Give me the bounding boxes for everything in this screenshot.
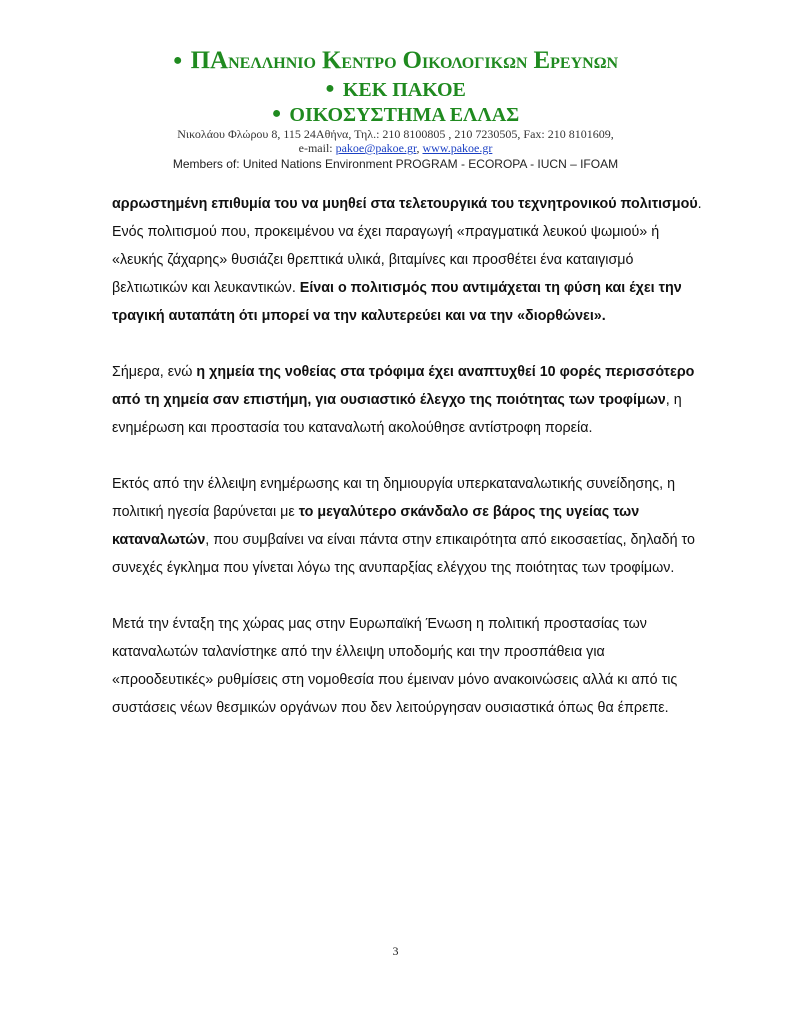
website-link[interactable]: www.pakoe.gr xyxy=(422,141,493,155)
paragraph-4: Μετά την ένταξη της χώρας μας στην Ευρωπαϊκή Ένωση η πολιτική προστασίας των καταναλωτών ταλανίστηκε από την έλλειψη υποδομής και την προσπάθεια για «προοδευτικές» ρυθμίσεις στη νομοθεσία που έμειναν μόνο ανακοινώσεις αλλά κι από τις συστάσεις νέων θεσμικών οργάνων που δεν λειτούργησαν ουσιαστικά όπως θα έπρεπε. xyxy=(112,616,678,716)
contact-address: Νικολάου Φλώρου 8, 115 24Αθήνα, Τηλ.: 210 8100805 , 210 7230505, Fax: 210 8101609, xyxy=(177,127,614,141)
org-name-panhellenic-center: ● ΠΑΝΕΛΛΗΝΙΟ ΚΕΝΤΡΟ ΟΙΚΟΛΟΓΙΚΩΝ ΕΡΕΥΝΩΝ xyxy=(172,47,619,74)
document-body xyxy=(112,190,702,750)
email-link[interactable]: pakoe@pakoe.gr xyxy=(335,141,417,155)
contact-links: e-mail: pakoe@pakoe.gr, www.pakoe.gr xyxy=(298,141,493,155)
paragraph-2: Σήμερα, ενώ η χημεία της νοθείας στα τρόφιμα έχει αναπτυχθεί 10 φορές περισσότερο από τη χημεία σαν επιστήμη, για ουσιαστικό έλεγχο της ποιότητας των τροφίμων, η ενημέρωση και προστασία του καταναλωτή ακολούθησε αντίστροφη πορεία. xyxy=(112,364,695,436)
bullet-icon: ● xyxy=(172,52,183,69)
paragraph-1: αρρωστημένη επιθυμία του να μυηθεί στα τελετουργικά του τεχνητρονικού πολιτισμού. Ενός πολιτισμού που, προκειμένου να έχει παραγωγή «πραγματικά λευκού ψωμιού» ή «λευκής ζάχαρης» θυσιάζει θρεπτικά υλικά, βιταμίνες και προσθέτει ένα καταιγισμό βελτιωτικών και λευκαντικών. Είναι ο πολιτισμός που αντιμάχεται τη φύση και έχει την τραγική αυταπάτη ότι μπορεί να την καλυτερεύει και να την «διορθώνει». xyxy=(112,196,702,324)
bullet-icon: ● xyxy=(325,80,335,97)
letterhead xyxy=(0,48,791,172)
paragraph-3: Εκτός από την έλλειψη ενημέρωσης και τη δημιουργία υπερκαταναλωτικής συνείδησης, η πολιτική ηγεσία βαρύνεται με το μεγαλύτερο σκάνδαλο σε βάρος της υγείας των καταναλωτών, που συμβαίνει να είναι πάντα στην επικαιρότητα από εικοσαετίας, δηλαδή το συνεχές έγκλημα που γίνεται λόγω της ανυπαρξίας ελέγχου της ποιότητας των τροφίμων. xyxy=(112,476,695,576)
memberships: Members of: United Nations Environment PROGRAM - ECOROPA - IUCN – IFOAM xyxy=(172,157,619,171)
page-number: 3 xyxy=(392,944,399,958)
bullet-icon: ● xyxy=(271,105,282,122)
org-name-oikosystima: ● ΟΙΚΟΣΥΣΤΗΜΑ ΕΛΛΑΣ xyxy=(271,104,520,126)
org-name-kek-pakoe: ● ΚΕΚ ΠΑΚΟΕ xyxy=(325,79,466,101)
